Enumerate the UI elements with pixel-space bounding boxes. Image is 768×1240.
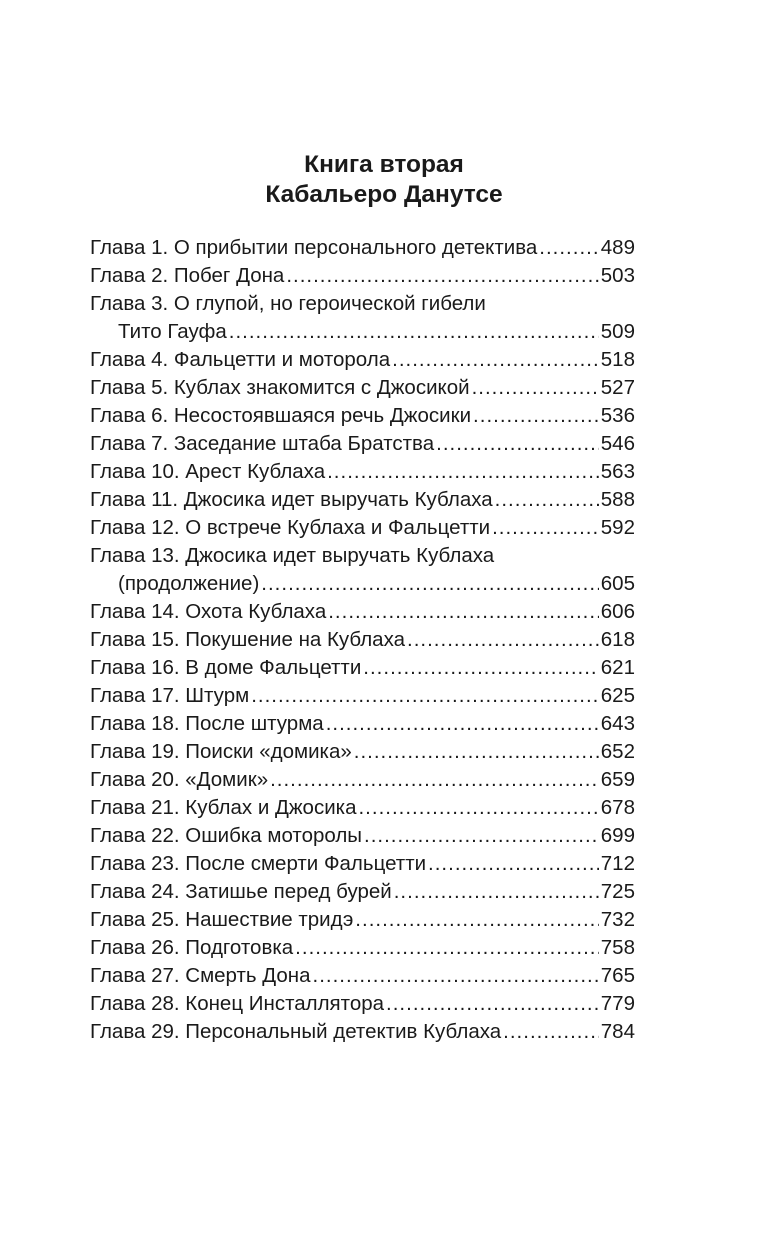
toc-entry: [90, 766, 635, 794]
toc-entry-title: Глава 29. Персональный детектив Кублаха: [90, 1020, 502, 1043]
toc-entry-title: Глава 6. Несостоявшаяся речь Джосики: [90, 404, 472, 427]
toc-dot-leader: [327, 458, 599, 486]
toc-entry: [90, 738, 635, 766]
toc-entry-page-number: 518: [600, 348, 635, 371]
toc-entry-title: Глава 20. «Домик»: [90, 768, 269, 791]
toc-entry-page-number: 784: [600, 1020, 635, 1043]
toc-entry-title: Глава 21. Кублах и Джосика: [90, 796, 357, 819]
toc-dot-leader: [295, 934, 599, 962]
toc-entry-title: Глава 18. После штурма: [90, 712, 324, 735]
toc-entry-title: Глава 11. Джосика идет выручать Кублаха: [90, 488, 493, 511]
toc-entry-title-continuation: (продолжение): [118, 572, 260, 595]
toc-entry: [90, 794, 635, 822]
toc-dot-leader: [354, 738, 599, 766]
toc-dot-leader: [472, 374, 599, 402]
toc-dot-leader: [358, 794, 598, 822]
toc-entry-page-number: 765: [600, 964, 635, 987]
toc-entry-page-number: 725: [600, 880, 635, 903]
toc-dot-leader: [392, 346, 599, 374]
toc-dot-leader: [313, 962, 599, 990]
toc-entry: [90, 850, 635, 878]
toc-entry: [90, 682, 635, 710]
toc-entry-title: Глава 12. О встрече Кублаха и Фальцетти: [90, 516, 491, 539]
book-heading: [0, 150, 768, 210]
toc-entry-page-number: 625: [600, 684, 635, 707]
toc-entry: [90, 402, 635, 430]
toc-entry-title: Глава 28. Конец Инсталлятора: [90, 992, 385, 1015]
toc-dot-leader: [539, 234, 599, 262]
toc-dot-leader: [261, 570, 599, 598]
toc-entry-title: Глава 27. Смерть Дона: [90, 964, 311, 987]
toc-entry-page-number: 509: [600, 320, 635, 343]
toc-dot-leader: [251, 682, 599, 710]
toc-entry-page-number: 699: [600, 824, 635, 847]
toc-entry-page-number: 659: [600, 768, 635, 791]
toc-dot-leader: [394, 878, 599, 906]
toc-dot-leader: [503, 1018, 599, 1046]
toc-entry-page-number: 732: [600, 908, 635, 931]
toc-entry-title: Глава 15. Покушение на Кублаха: [90, 628, 406, 651]
toc-entry-page-number: 527: [600, 376, 635, 399]
toc-entry: [90, 1018, 635, 1046]
toc-entry-title: Глава 26. Подготовка: [90, 936, 294, 959]
toc-entry-page-number: 621: [600, 656, 635, 679]
toc-dot-leader: [436, 430, 599, 458]
toc-entry-page-number: 563: [600, 460, 635, 483]
toc-entry-title-continuation: Тито Гауфа: [118, 320, 227, 343]
toc-dot-leader: [229, 318, 599, 346]
book-part-subtitle: Кабальеро Данутсе: [265, 181, 503, 208]
toc-entry-page-number: 678: [600, 796, 635, 819]
toc-entry-page-number: 588: [600, 488, 635, 511]
toc-entry-title: Глава 4. Фальцетти и моторола: [90, 348, 391, 371]
toc-dot-leader: [270, 766, 599, 794]
toc-entry: [90, 710, 635, 738]
toc-entry: [90, 542, 635, 570]
toc-entry-page-number: 489: [600, 236, 635, 259]
toc-dot-leader: [326, 710, 599, 738]
toc-dot-leader: [364, 822, 599, 850]
toc-entry: [90, 598, 635, 626]
toc-entry-continuation-line: [90, 318, 635, 346]
toc-entry-page-number: 779: [600, 992, 635, 1015]
toc-entry-page-number: 712: [600, 852, 635, 875]
toc-entry: [90, 626, 635, 654]
toc-dot-leader: [495, 486, 599, 514]
toc-entry: [90, 934, 635, 962]
toc-entry: [90, 234, 635, 262]
toc-entry-page-number: 592: [600, 516, 635, 539]
toc-dot-leader: [428, 850, 599, 878]
toc-entry-title: Глава 19. Поиски «домика»: [90, 740, 352, 763]
toc-entry-page-number: 503: [600, 264, 635, 287]
toc-dot-leader: [407, 626, 599, 654]
toc-entry: [90, 654, 635, 682]
toc-entry-page-number: 546: [600, 432, 635, 455]
toc-entry: [90, 430, 635, 458]
toc-entry: [90, 514, 635, 542]
toc-entry: [90, 878, 635, 906]
toc-dot-leader: [355, 906, 598, 934]
toc-dot-leader: [386, 990, 599, 1018]
toc-entry: [90, 906, 635, 934]
toc-entry-page-number: 618: [600, 628, 635, 651]
toc-entry-title: Глава 25. Нашествие тридэ: [90, 908, 354, 931]
toc-entry-title: Глава 10. Арест Кублаха: [90, 460, 326, 483]
toc-entry-page-number: 606: [600, 600, 635, 623]
toc-entry-title: Глава 24. Затишье перед бурей: [90, 880, 392, 903]
toc-entry: [90, 822, 635, 850]
toc-entry-continuation-line: [90, 570, 635, 598]
toc-entry: [90, 962, 635, 990]
toc-dot-leader: [473, 402, 599, 430]
toc-entry-title: Глава 17. Штурм: [90, 684, 250, 707]
toc-entry-title: Глава 3. О глупой, но героической гибели: [90, 292, 486, 315]
toc-entry: [90, 262, 635, 290]
toc-entry-page-number: 536: [600, 404, 635, 427]
toc-entry-title: Глава 7. Заседание штаба Братства: [90, 432, 435, 455]
toc-entry-title: Глава 5. Кублах знакомится с Джосикой: [90, 376, 470, 399]
toc-entry: [90, 346, 635, 374]
toc-entry-page-number: 643: [600, 712, 635, 735]
toc-entry: [90, 290, 635, 318]
toc-entry: [90, 458, 635, 486]
toc-entry: [90, 990, 635, 1018]
toc-entry-page-number: 758: [600, 936, 635, 959]
toc-dot-leader: [328, 598, 599, 626]
toc-dot-leader: [492, 514, 599, 542]
toc-entry-title: Глава 22. Ошибка моторолы: [90, 824, 363, 847]
toc-entry-page-number: 652: [600, 740, 635, 763]
book-part-title: Книга вторая: [304, 151, 464, 178]
table-of-contents: [90, 234, 635, 1046]
toc-entry: [90, 486, 635, 514]
toc-entry-title: Глава 16. В доме Фальцетти: [90, 656, 362, 679]
toc-entry-title: Глава 2. Побег Дона: [90, 264, 285, 287]
toc-entry-page-number: 605: [600, 572, 635, 595]
toc-entry: [90, 374, 635, 402]
toc-entry-title: Глава 13. Джосика идет выручать Кублаха: [90, 544, 495, 567]
toc-entry-title: Глава 1. О прибытии персонального детектива: [90, 236, 538, 259]
toc-dot-leader: [363, 654, 599, 682]
toc-dot-leader: [286, 262, 598, 290]
toc-entry-title: Глава 23. После смерти Фальцетти: [90, 852, 427, 875]
toc-entry-title: Глава 14. Охота Кублаха: [90, 600, 327, 623]
